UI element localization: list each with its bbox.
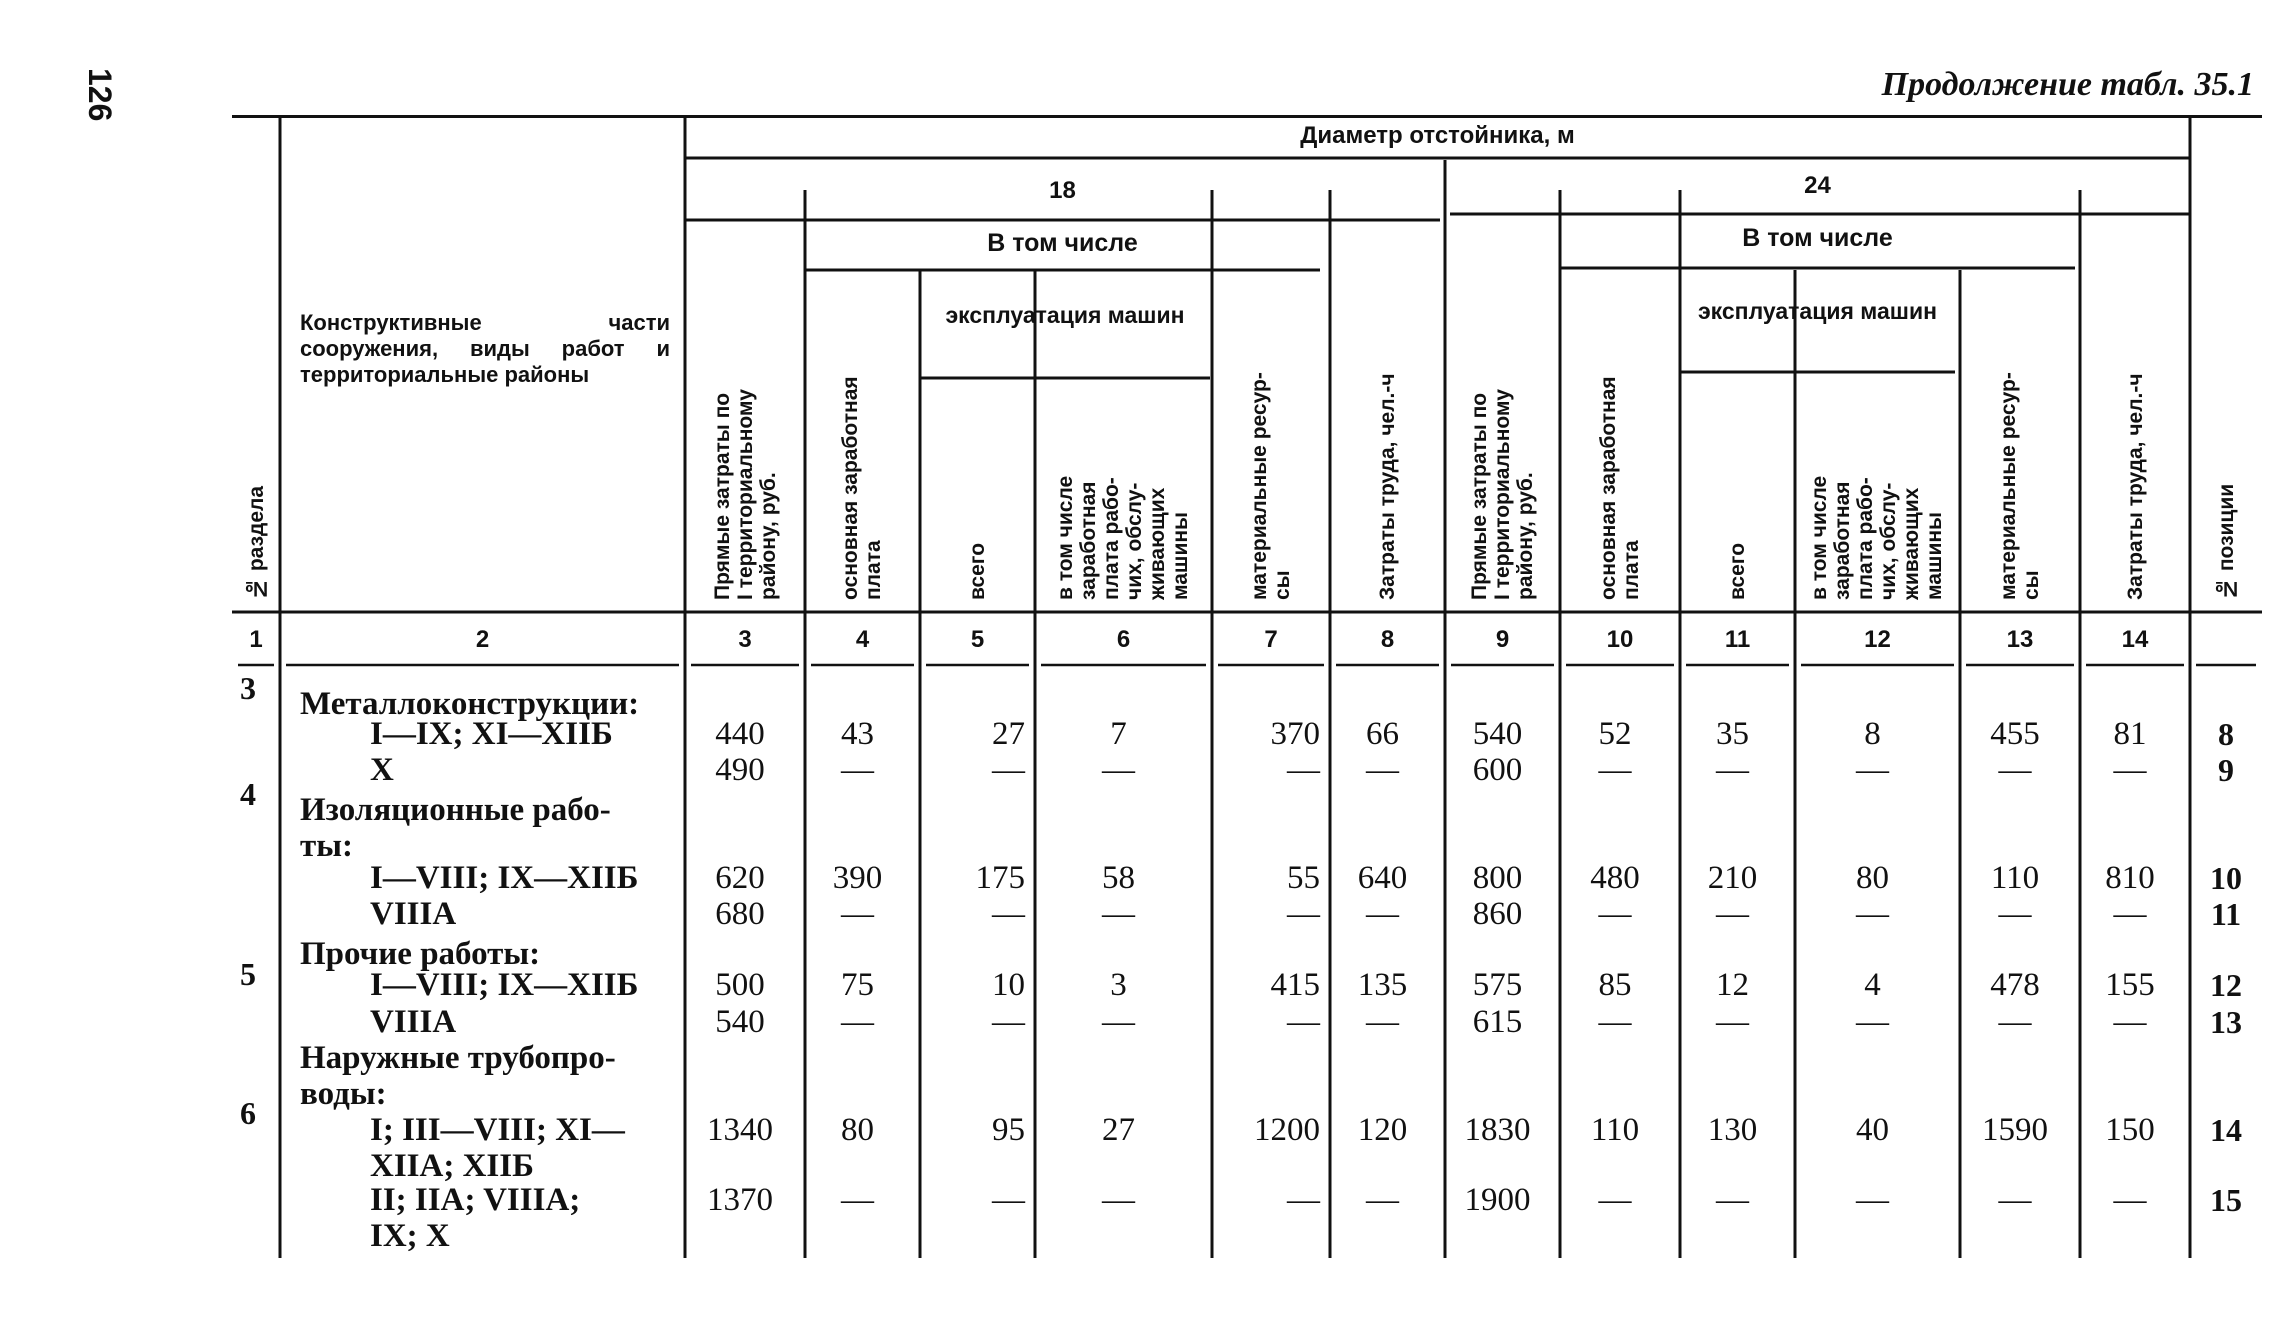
table-cell: 8	[1864, 716, 1881, 752]
table-cell: —	[1287, 1004, 1320, 1040]
table-cell: 1340	[707, 1112, 773, 1148]
header-machines-24: эксплуатация машин	[1697, 298, 1938, 324]
table-cell: 110	[1990, 860, 2040, 896]
table-cell: 1200	[1254, 1112, 1320, 1148]
table-cell: 478	[1990, 967, 2040, 1003]
header-d24: 24	[1804, 172, 1831, 199]
table-cell: 55	[1287, 860, 1320, 896]
table-cell: 640	[1357, 860, 1408, 896]
column-number: 11	[1724, 626, 1751, 653]
header-total-18: всего	[965, 542, 989, 600]
position-number: 13	[2210, 1004, 2242, 1040]
section-number: 4	[240, 776, 256, 812]
table-cell: —	[1716, 1182, 1749, 1218]
section-title: Прочие работы:	[300, 936, 541, 972]
table-cell: 575	[1472, 967, 1523, 1003]
header-parts: Конструктивные части сооружения, виды работ и территориальные районы	[300, 310, 670, 387]
table-cell: —	[2113, 1182, 2147, 1218]
column-number: 8	[1380, 626, 1395, 653]
table-cell: 600	[1472, 752, 1523, 788]
row-label: I; III—VIII; XI— XIIA; XIIБ	[370, 1112, 625, 1184]
header-d18: 18	[1049, 177, 1076, 204]
header-basewage-24: основная заработная плата	[1597, 376, 1643, 600]
table-cell: 75	[841, 967, 874, 1003]
page-number: 126	[82, 68, 118, 122]
table-cell: —	[841, 752, 874, 788]
row-label: I—VIII; IX—XIIБ	[370, 860, 639, 896]
table-cell: —	[1998, 752, 2032, 788]
position-number: 10	[2210, 860, 2242, 896]
header-position: № позиции	[2214, 483, 2238, 600]
table-cell: —	[2113, 896, 2147, 932]
table-cell: —	[1102, 1004, 1135, 1040]
table-cell: —	[1998, 1182, 2032, 1218]
table-cell: —	[1366, 896, 1399, 932]
table-cell: 615	[1472, 1004, 1523, 1040]
header-labor-18: Затраты труда, чел.-ч	[1375, 373, 1399, 600]
table-cell: 80	[1856, 860, 1889, 896]
table-cell: 150	[2105, 1112, 2155, 1148]
position-number: 8	[2218, 716, 2234, 752]
table-cell: 27	[992, 716, 1025, 752]
table-cell: 620	[715, 860, 765, 896]
header-incl-24: В том числе	[1742, 224, 1893, 252]
column-number: 6	[1116, 626, 1131, 653]
table-cell: 1370	[707, 1182, 773, 1218]
table-cell: 66	[1366, 716, 1399, 752]
column-number: 5	[970, 626, 985, 653]
table-cell: —	[2113, 1004, 2147, 1040]
column-number: 13	[2006, 626, 2034, 653]
table-cell: 155	[2105, 967, 2155, 1003]
table-cell: —	[1598, 752, 1632, 788]
table-cell: 810	[2105, 860, 2155, 896]
table-cell: 7	[1110, 716, 1127, 752]
table-cell: 110	[1590, 1112, 1640, 1148]
table-cell: 800	[1472, 860, 1523, 896]
column-number: 9	[1495, 626, 1510, 653]
table-cell: 85	[1598, 967, 1632, 1003]
table-cell: —	[1102, 896, 1135, 932]
column-number: 3	[738, 626, 752, 653]
header-direct-18: Прямые затраты по I территориальному району, руб.	[710, 389, 780, 600]
column-number: 7	[1264, 626, 1278, 653]
header-basewage-18: основная заработная плата	[839, 376, 885, 600]
table-cell: 52	[1598, 716, 1632, 752]
row-label: VIIIA	[370, 896, 457, 932]
table-cell: 35	[1716, 716, 1749, 752]
table-cell: —	[1856, 1182, 1889, 1218]
table-cell: —	[1102, 752, 1135, 788]
row-label: VIIIA	[370, 1004, 457, 1040]
position-number: 12	[2210, 967, 2242, 1003]
table-cell: —	[1287, 1182, 1320, 1218]
table-cell: 58	[1102, 860, 1135, 896]
table-cell: —	[1366, 1004, 1399, 1040]
column-number: 4	[855, 626, 870, 653]
table-cell: 4	[1864, 967, 1881, 1003]
table-cell: —	[1856, 1004, 1889, 1040]
position-number: 11	[2210, 896, 2242, 932]
section-title: Металлоконструкции:	[300, 686, 640, 722]
table-cell: 480	[1590, 860, 1640, 896]
table-cell: —	[841, 896, 874, 932]
table-cell: —	[1102, 1182, 1135, 1218]
table-cell: —	[1287, 752, 1320, 788]
header-incl-18: В том числе	[987, 229, 1138, 257]
table-cell: —	[1716, 896, 1749, 932]
table-cell: 490	[715, 752, 765, 788]
table-cell: 680	[715, 896, 765, 932]
position-number: 15	[2210, 1182, 2242, 1218]
table-cell: 860	[1472, 896, 1523, 932]
table-cell: —	[841, 1182, 874, 1218]
section-number: 5	[240, 956, 256, 992]
section-title: Наружные трубопро- воды:	[300, 1040, 616, 1112]
row-label: II; IIA; VIIIA; IX; X	[370, 1182, 581, 1254]
table-cell: 1830	[1464, 1112, 1531, 1148]
table-cell: —	[1998, 896, 2032, 932]
table-cell: —	[992, 1004, 1025, 1040]
table-cell: 10	[992, 967, 1025, 1003]
header-labor-24: Затраты труда, чел.-ч	[2123, 373, 2147, 600]
section-title: Изоляционные рабо- ты:	[300, 792, 611, 864]
table-cell: —	[992, 752, 1025, 788]
table-cell: 3	[1110, 967, 1127, 1003]
table-cell: 540	[715, 1004, 765, 1040]
table-cell: —	[1598, 896, 1632, 932]
table-cell: —	[2113, 752, 2147, 788]
column-number: 2	[475, 626, 490, 653]
table-cell: 12	[1716, 967, 1749, 1003]
position-number: 9	[2218, 752, 2234, 788]
table-cell: 27	[1102, 1112, 1135, 1148]
table-cell: 43	[841, 716, 874, 752]
table-cell: 120	[1357, 1112, 1408, 1148]
table-cell: —	[1598, 1004, 1632, 1040]
section-number: 3	[240, 670, 256, 706]
table-cell: 175	[975, 860, 1025, 896]
row-label: I—VIII; IX—XIIБ	[370, 967, 639, 1003]
header-section: № раздела	[244, 485, 268, 600]
table-cell: 80	[841, 1112, 874, 1148]
table-cell: 415	[1270, 967, 1320, 1003]
table-cell: —	[1366, 752, 1399, 788]
header-inclwage-18: в том числе заработная плата рабо- чих, обслу- живающих машины	[1054, 475, 1192, 600]
column-number: 14	[2121, 626, 2149, 653]
table-cell: 210	[1707, 860, 1758, 896]
table-cell: —	[992, 1182, 1025, 1218]
table-cell: —	[1998, 1004, 2032, 1040]
table-cell: —	[1856, 896, 1889, 932]
header-direct-24: Прямые затраты по I территориальному району, руб.	[1467, 389, 1537, 600]
table-cell: —	[841, 1004, 874, 1040]
table-cell: 455	[1990, 716, 2040, 752]
continuation-title: Продолжение табл. 35.1	[1881, 66, 2254, 103]
column-number: 10	[1606, 626, 1634, 653]
column-number: 1	[249, 626, 263, 653]
table-cell: —	[1598, 1182, 1632, 1218]
table-cell: —	[1716, 752, 1749, 788]
table-cell: 40	[1856, 1112, 1889, 1148]
row-label: X	[370, 752, 394, 788]
section-number: 6	[240, 1095, 256, 1131]
table-cell: —	[1856, 752, 1889, 788]
table-cell: —	[1716, 1004, 1749, 1040]
header-materials-24: материальные ресур- сы	[1997, 372, 2043, 600]
header-inclwage-24: в том числе заработная плата рабо- чих, обслу- живающих машины	[1808, 475, 1946, 600]
table-cell: 500	[715, 967, 765, 1003]
table-cell: 440	[715, 716, 765, 752]
table-cell: —	[1366, 1182, 1399, 1218]
position-number: 14	[2210, 1112, 2242, 1148]
table-cell: 540	[1472, 716, 1523, 752]
table-cell: 135	[1357, 967, 1408, 1003]
table-cell: 130	[1707, 1112, 1758, 1148]
table-cell: 370	[1270, 716, 1320, 752]
header-materials-18: материальные ресур- сы	[1248, 372, 1294, 600]
table-cell: 1900	[1464, 1182, 1531, 1218]
table-cell: 1590	[1982, 1112, 2048, 1148]
table-cell: 81	[2113, 716, 2147, 752]
header-machines-18: эксплуатация машин	[945, 302, 1185, 328]
row-label: I—IX; XI—XIIБ	[370, 716, 613, 752]
table-cell: —	[1287, 896, 1320, 932]
header-total-24: всего	[1725, 542, 1749, 600]
table-cell: —	[992, 896, 1025, 932]
table-cell: 390	[832, 860, 883, 896]
column-number: 12	[1864, 626, 1891, 653]
table-cell: 95	[992, 1112, 1025, 1148]
header-diameter: Диаметр отстойника, м	[1300, 122, 1575, 149]
